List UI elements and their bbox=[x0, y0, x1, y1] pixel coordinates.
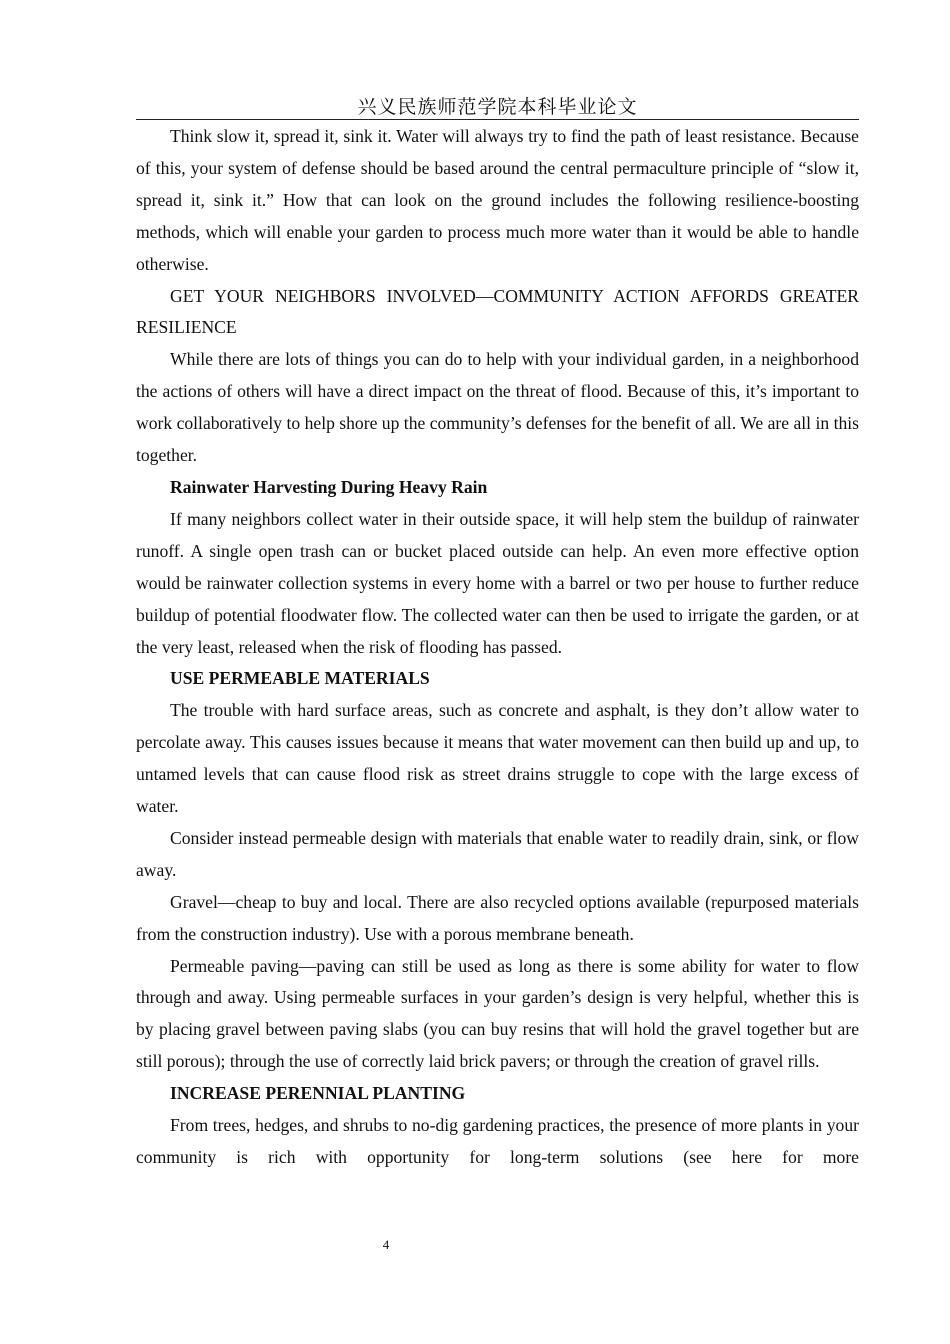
heading-permeable-materials: USE PERMEABLE MATERIALS bbox=[170, 668, 430, 689]
page-header bbox=[136, 94, 859, 120]
paragraph-permeable-paving: Permeable paving—paving can still be used as long as there is some ability for water to flow through and away. Using permeable surfaces in your garden’s design is very helpful, whether this is by placing gravel between paving slabs (you can buy resins that will hold the gravel together but are still porous); through the use of correctly laid brick pavers; or through the creation of gravel rills. bbox=[136, 955, 859, 1072]
paragraph-think-slow: Think slow it, spread it, sink it. Water will always try to find the path of least resistance. Because of this, your system of defense should be based around the central permaculture principle of “slow it, spread it, sink it.” How that can look on the ground includes the following resilience-boosting methods, which will enable your garden to process much more water than it would be able to handle otherwise. bbox=[136, 126, 859, 274]
paragraph-hard-surfaces: The trouble with hard surface areas, such as concrete and asphalt, is they don’t allow water to percolate away. This causes issues because it means that water movement can then build up and up, to untamed levels that can cause flood risk as street drains struggle to cope with the large excess of water. bbox=[136, 700, 859, 817]
paragraph-gravel: Gravel—cheap to buy and local. There are also recycled options available (repurposed materials from the construction industry). Use with a porous membrane beneath. bbox=[136, 891, 859, 944]
paragraph-neighbors-involved: GET YOUR NEIGHBORS INVOLVED—COMMUNITY ACTION AFFORDS GREATER RESILIENCE bbox=[136, 285, 859, 338]
paragraph-rainwater-collection: If many neighbors collect water in their outside space, it will help stem the buildup of rainwater runoff. A single open trash can or bucket placed outside can help. An even more effective option would be rainwater collection systems in every home with a barrel or two per house to further reduce buildup of potential floodwater flow. The collected water can then be used to irrigate the garden, or at the very least, released when the risk of flooding has passed. bbox=[136, 508, 859, 657]
document-body bbox=[136, 121, 859, 1174]
heading-rainwater-harvesting: Rainwater Harvesting During Heavy Rain bbox=[170, 476, 488, 497]
page-number: 4 bbox=[382, 1237, 390, 1252]
header-title: 兴义民族师范学院本科毕业论文 bbox=[357, 96, 638, 118]
paragraph-trees-hedges: From trees, hedges, and shrubs to no-dig gardening practices, the presence of more plants in your community is rich with opportunity for long-term solutions (see here for more bbox=[136, 1115, 859, 1167]
paragraph-permeable-design: Consider instead permeable design with materials that enable water to readily drain, sink, or flow away. bbox=[136, 827, 859, 880]
heading-perennial-planting: INCREASE PERENNIAL PLANTING bbox=[170, 1083, 466, 1104]
paragraph-collaborative: While there are lots of things you can do to help with your individual garden, in a neighborhood the actions of others will have a direct impact on the threat of flood. Because of this, it’s important to work collaboratively to help shore up the community’s defenses for the benefit of all. We are all in this together. bbox=[136, 349, 859, 466]
